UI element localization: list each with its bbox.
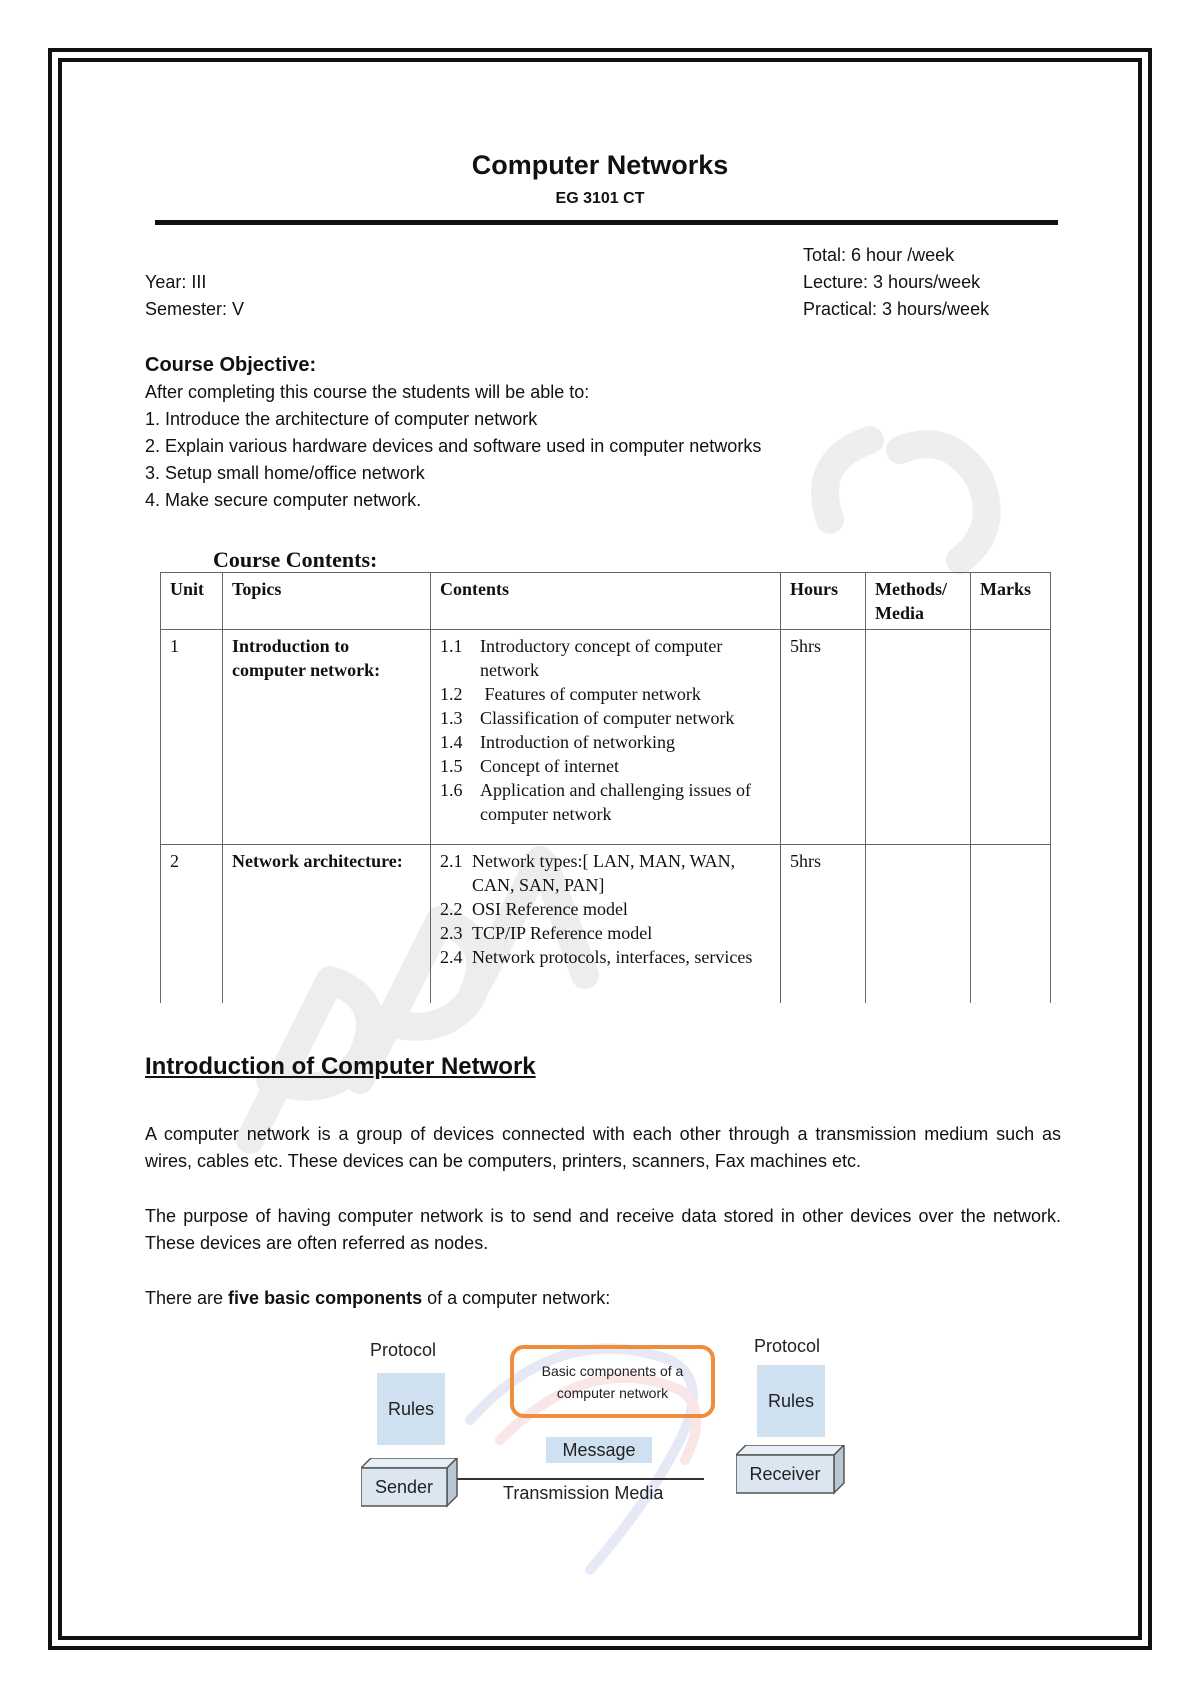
topic-cell: Network architecture: — [223, 845, 431, 1004]
methods-cell — [866, 630, 971, 845]
hours-cell: 5hrs — [781, 630, 866, 845]
section-heading: Introduction of Computer Network — [145, 1053, 536, 1080]
column-header-methods: Methods/ Media — [866, 573, 971, 630]
receiver-box — [736, 1445, 848, 1497]
column-header-unit: Unit — [161, 573, 223, 630]
title-divider — [155, 220, 1058, 225]
practical-hours-text: Practical: 3 hours/week — [803, 299, 990, 319]
course-code: EG 3101 CT — [555, 190, 645, 207]
objective-item: 4. Make secure computer network. — [145, 490, 422, 510]
objective-item: 1. Introduce the architecture of computer network — [145, 409, 538, 429]
sender-box — [361, 1458, 461, 1510]
objective-item: 2. Explain various hardware devices and software used in computer networks — [145, 436, 762, 456]
diagram-title-box: Basic components of a computer network — [510, 1345, 715, 1418]
intro-paragraph-2: The purpose of having computer network is to send and receive data stored in other devices over the network. These devices are often referred as nodes. — [145, 1206, 1061, 1253]
table-header-row — [161, 573, 1051, 630]
contents-cell — [431, 630, 781, 845]
content-item: 2.3 TCP/IP Reference model — [440, 923, 653, 943]
contents-cell — [431, 845, 781, 1004]
protocol-label-left: Protocol — [370, 1340, 437, 1360]
methods-cell — [866, 845, 971, 1004]
topic-cell: Introduction to computer network: — [223, 630, 431, 845]
sender-label: Sender — [374, 1476, 434, 1497]
unit-cell: 1 — [161, 630, 223, 845]
semester-text: Semester: V — [145, 299, 245, 319]
intro-paragraph-3: There are five basic components of a computer network: — [145, 1288, 611, 1308]
receiver-label: Receiver — [749, 1463, 821, 1484]
course-objective — [145, 352, 1075, 514]
content-item: 1.1 Introductory concept of computer network — [440, 636, 723, 680]
emphasis-text: five basic components — [228, 1288, 423, 1308]
rules-box-left: Rules — [377, 1373, 445, 1445]
content-item: 1.5 Concept of internet — [440, 756, 619, 776]
course-contents-title: Course Contents: — [213, 547, 378, 572]
year-text: Year: III — [145, 272, 207, 292]
objective-heading: Course Objective: — [145, 354, 317, 376]
column-header-marks: Marks — [971, 573, 1051, 630]
content-item: 1.2 Features of computer network — [440, 684, 701, 704]
content-item: 2.4 Network protocols, interfaces, services — [440, 947, 753, 967]
hours-cell: 5hrs — [781, 845, 866, 1004]
course-contents-table — [160, 572, 1051, 1003]
content-item: 1.4 Introduction of networking — [440, 732, 675, 752]
rules-box-right: Rules — [757, 1365, 825, 1437]
table-row — [161, 845, 1051, 1004]
network-components-diagram — [360, 1335, 860, 1515]
column-header-topics: Topics — [223, 573, 431, 630]
total-hours-text: Total: 6 hour /week — [803, 245, 955, 265]
lecture-hours-text: Lecture: 3 hours/week — [803, 272, 981, 292]
course-meta-right — [803, 242, 989, 323]
transmission-line — [457, 1478, 704, 1480]
marks-cell — [971, 845, 1051, 1004]
objective-item: 3. Setup small home/office network — [145, 463, 425, 483]
marks-cell — [971, 630, 1051, 845]
unit-cell: 2 — [161, 845, 223, 1004]
transmission-media-label: Transmission Media — [503, 1483, 664, 1503]
page-title: Computer Networks — [471, 150, 729, 180]
intro-paragraph-1: A computer network is a group of devices connected with each other through a transmission medium such as wires, cables etc. These devices can be computers, printers, scanners, Fax machines etc. — [145, 1124, 1061, 1171]
message-box: Message — [546, 1437, 652, 1463]
content-item: 1.6 Application and challenging issues of computer network — [440, 780, 751, 824]
protocol-label-right: Protocol — [754, 1336, 821, 1356]
table-row — [161, 630, 1051, 845]
objective-intro: After completing this course the students will be able to: — [145, 382, 590, 402]
course-meta-left — [145, 269, 244, 323]
content-item: 2.1 Network types:[ LAN, MAN, WAN, CAN, SAN, PAN] — [440, 851, 736, 895]
column-header-hours: Hours — [781, 573, 866, 630]
content-item: 2.2 OSI Reference model — [440, 899, 628, 919]
content-item: 1.3 Classification of computer network — [440, 708, 735, 728]
column-header-contents: Contents — [431, 573, 781, 630]
